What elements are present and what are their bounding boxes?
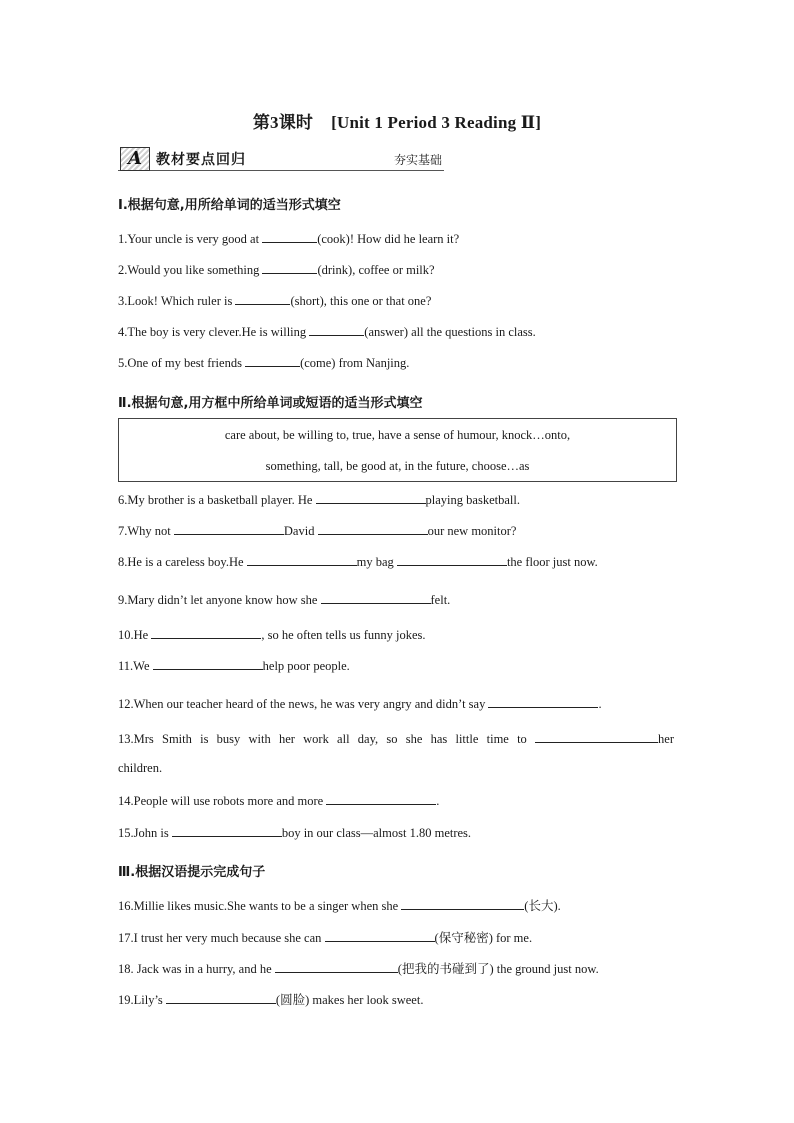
lesson-label: 第3课时: [252, 113, 314, 132]
question-2: 2.Would you like something (drink), coffee or milk?: [118, 263, 435, 277]
question-14: 14.People will use robots more and more .: [118, 794, 440, 808]
question-8: 8.He is a careless boy.He my bag the floor just now.: [118, 555, 598, 569]
answer-blank[interactable]: [401, 897, 524, 910]
question-12: 12.When our teacher heard of the news, he was very angry and didn’t say .: [118, 697, 602, 711]
question-13: 13.Mrs Smith is busy with her work all day, so she has little time to her: [118, 732, 674, 746]
answer-blank[interactable]: [262, 230, 317, 243]
answer-blank[interactable]: [235, 292, 290, 305]
banner-right-label: 夯实基础: [393, 153, 442, 167]
answer-blank[interactable]: [151, 626, 261, 639]
question-18: 18. Jack was in a hurry, and he (把我的书碰到了) the ground just now.: [118, 962, 599, 976]
answer-blank[interactable]: [172, 824, 282, 837]
page-title: [0, 108, 794, 133]
question-10: 10.He , so he often tells us funny jokes.: [118, 628, 426, 642]
question-4: 4.The boy is very clever.He is willing (answer) all the questions in class.: [118, 325, 536, 339]
section-2-heading: Ⅱ.根据句意,用方框中所给单词或短语的适当形式填空: [118, 396, 423, 411]
answer-blank[interactable]: [535, 730, 658, 743]
answer-blank[interactable]: [321, 591, 431, 604]
answer-blank[interactable]: [397, 553, 507, 566]
answer-blank[interactable]: [318, 522, 428, 535]
banner-label: 教材要点回归: [156, 152, 246, 168]
answer-blank[interactable]: [153, 657, 263, 670]
answer-blank[interactable]: [325, 929, 435, 942]
answer-blank[interactable]: [262, 261, 317, 274]
word-box-line-2: something, tall, be good at, in the future, choose…as: [265, 459, 530, 473]
unit-title: [Unit 1 Period 3 Reading Ⅱ]: [331, 113, 542, 132]
question-19: 19.Lily’s (圆脸) makes her look sweet.: [118, 993, 424, 1007]
answer-blank[interactable]: [247, 553, 357, 566]
a-logo-icon: A: [120, 147, 150, 171]
section-banner: [118, 146, 444, 171]
question-5: 5.One of my best friends (come) from Nanjing.: [118, 356, 410, 370]
answer-blank[interactable]: [245, 354, 300, 367]
question-3: 3.Look! Which ruler is (short), this one or that one?: [118, 294, 432, 308]
answer-blank[interactable]: [174, 522, 284, 535]
question-7: 7.Why not David our new monitor?: [118, 524, 517, 538]
answer-blank[interactable]: [275, 960, 398, 973]
answer-blank[interactable]: [166, 991, 276, 1004]
question-11: 11.We help poor people.: [118, 659, 350, 673]
answer-blank[interactable]: [309, 323, 364, 336]
question-6: 6.My brother is a basketball player. He playing basketball.: [118, 493, 520, 507]
word-box-line-1: care about, be willing to, true, have a sense of humour, knock…onto,: [224, 428, 571, 442]
question-15: 15.John is boy in our class—almost 1.80 metres.: [118, 826, 472, 840]
question-9: 9.Mary didn’t let anyone know how she felt.: [118, 593, 451, 607]
question-1: 1.Your uncle is very good at (cook)! How did he learn it?: [118, 232, 460, 246]
question-13-continued: children.: [118, 761, 163, 775]
answer-blank[interactable]: [488, 695, 598, 708]
section-3-heading: Ⅲ.根据汉语提示完成句子: [118, 865, 266, 880]
question-16: 16.Millie likes music.She wants to be a singer when she (长大).: [118, 899, 561, 913]
word-box: [118, 418, 677, 482]
answer-blank[interactable]: [326, 792, 436, 805]
question-17: 17.I trust her very much because she can (保守秘密) for me.: [118, 931, 533, 945]
answer-blank[interactable]: [316, 491, 426, 504]
section-1-heading: Ⅰ.根据句意,用所给单词的适当形式填空: [118, 198, 341, 213]
